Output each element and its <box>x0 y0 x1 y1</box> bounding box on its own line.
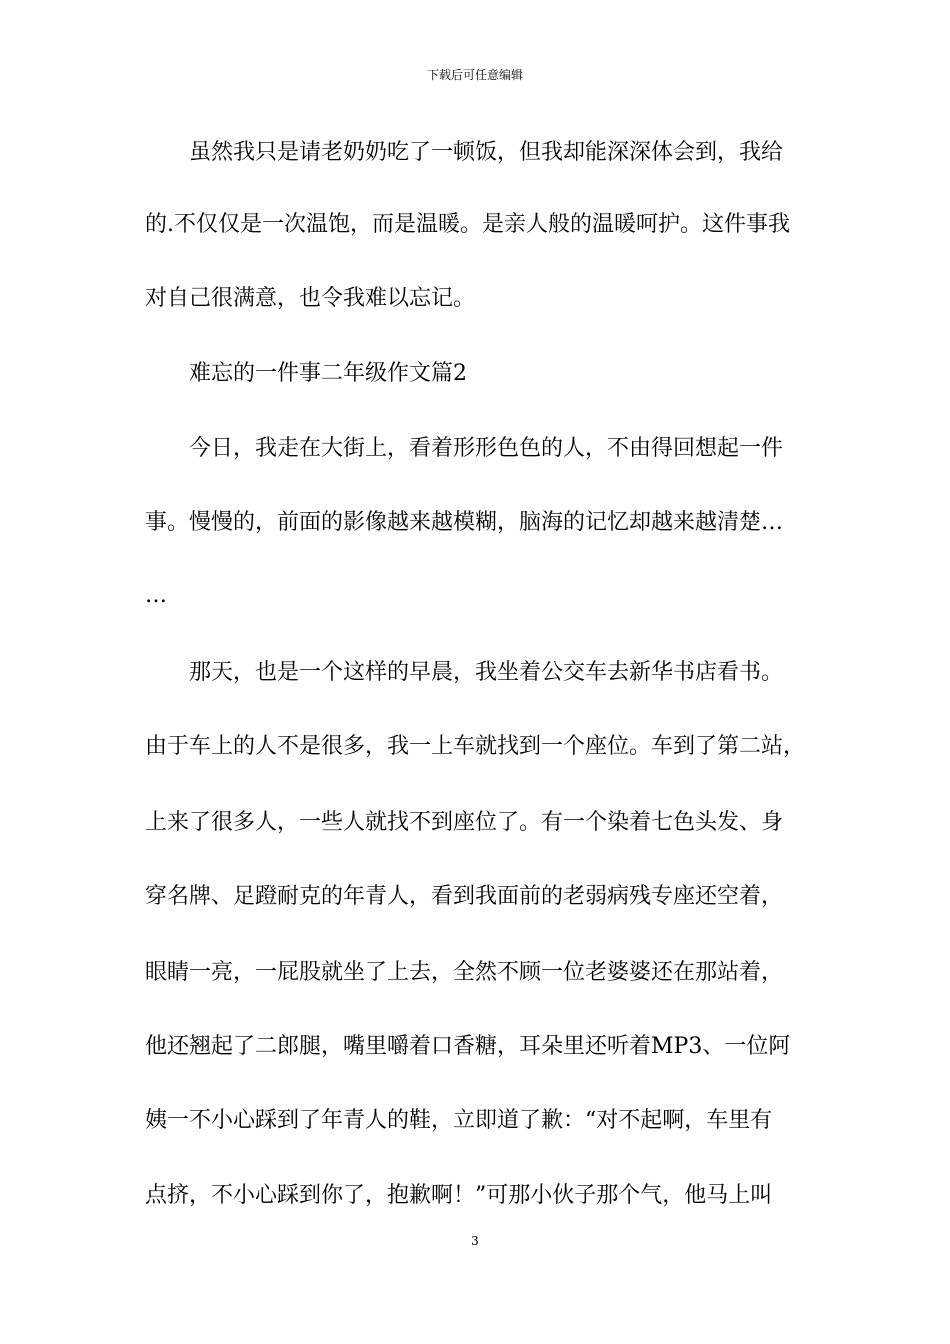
text-line: 虽然我只是请老奶奶吃了一顿饭，但我却能深深体会到，我给 <box>145 140 784 165</box>
text-line: 他还翘起了二郎腿，嘴里嚼着口香糖，耳朵里还听着MP3、一位阿 <box>145 1034 791 1059</box>
page-number: 3 <box>471 1234 479 1248</box>
section-heading: 难忘的一件事二年级作文篇2 <box>145 361 467 386</box>
text-line: 那天，也是一个这样的早晨，我坐着公交车去新华书店看书。 <box>145 660 784 685</box>
text-line: 由于车上的人不是很多，我一上车就找到一个座位。车到了第二站， <box>145 734 806 759</box>
text-line: 眼睛一亮，一屁股就坐了上去，全然不顾一位老婆婆还在那站着， <box>145 960 784 985</box>
text-line: 穿名牌、足蹬耐克的年青人，看到我面前的老弱病残专座还空着， <box>145 884 784 909</box>
text-line: … <box>145 583 167 608</box>
text-line: 对自己很满意，也令我难以忘记。 <box>145 286 476 311</box>
text-line: 的.不仅仅是一次温饱，而是温暖。是亲人般的温暖呵护。这件事我 <box>145 212 790 237</box>
text-line: 姨一不小心踩到了年青人的鞋，立即道了歉：“对不起啊，车里有 <box>145 1108 773 1133</box>
text-line: 今日，我走在大街上，看着形形色色的人，不由得回想起一件 <box>145 436 784 461</box>
page-header: 下载后可任意编辑 <box>426 68 523 82</box>
text-line: 事。慢慢的，前面的影像越来越模糊，脑海的记忆却越来越清楚… <box>145 510 784 535</box>
text-line: 上来了很多人，一些人就找不到座位了。有一个染着七色头发、身 <box>145 810 784 835</box>
text-line: 点挤，不小心踩到你了，抱歉啊！”可那小伙子那个气，他马上叫 <box>145 1183 773 1208</box>
